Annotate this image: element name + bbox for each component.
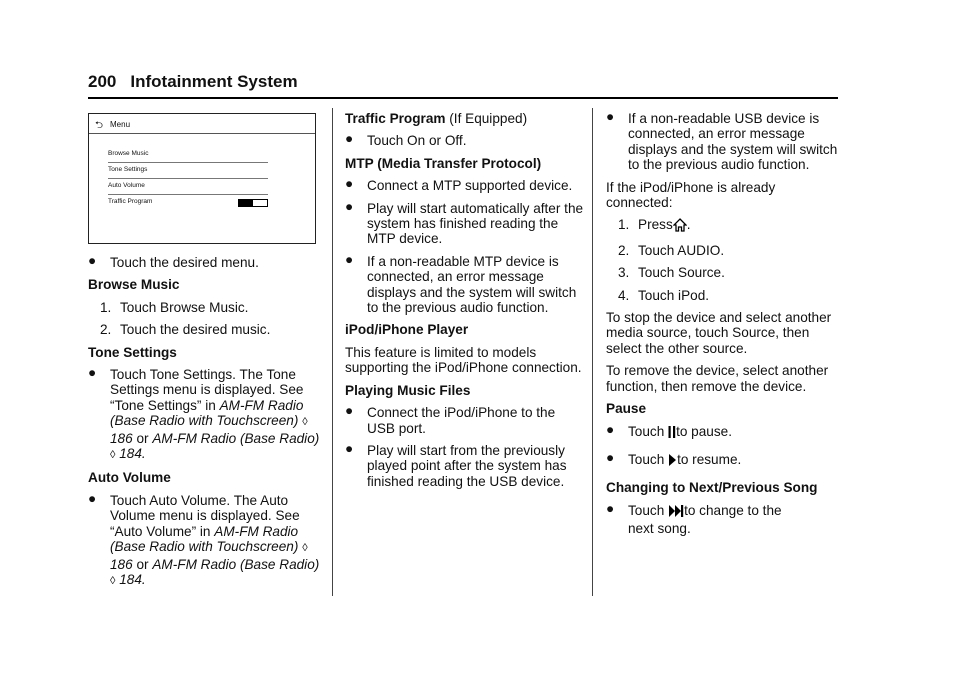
page-header bbox=[88, 72, 298, 92]
page-ref-icon: ◊ bbox=[110, 449, 116, 462]
step-item: 2. Touch AUDIO. bbox=[618, 242, 725, 258]
paragraph: If the iPod/iPhone is already connected: bbox=[606, 179, 776, 211]
bullet-item: ● Touch to resume. bbox=[606, 452, 842, 470]
screen-menu-item-traffic bbox=[108, 196, 268, 211]
column-divider bbox=[592, 108, 593, 596]
column-2 bbox=[345, 111, 585, 496]
paragraph: To stop the device and select another media source, touch Source, then select the other source. bbox=[606, 310, 832, 356]
page-number: 200 bbox=[88, 72, 117, 91]
home-icon bbox=[673, 218, 687, 235]
pause-icon bbox=[668, 425, 676, 442]
screen-menu-title: Menu bbox=[110, 120, 131, 129]
screen-topbar bbox=[89, 114, 315, 134]
heading-change-song: Changing to Next/Previous Song bbox=[606, 480, 818, 496]
heading-mtp: MTP (Media Transfer Protocol) bbox=[345, 155, 542, 171]
paragraph: To remove the device, select another function, then remove the device. bbox=[606, 363, 829, 394]
heading-playing-music: Playing Music Files bbox=[345, 382, 471, 398]
bullet-item: ● Touch to change to the next song. bbox=[606, 500, 782, 537]
page-ref-icon: ◊ bbox=[302, 416, 308, 429]
step-item: 4. Touch iPod. bbox=[618, 287, 710, 303]
back-arrow-icon: ⮌ bbox=[95, 120, 104, 131]
paragraph: This feature is limited to models supporting the iPod/iPhone connection. bbox=[345, 344, 582, 376]
page-ref-icon: ◊ bbox=[110, 574, 116, 587]
bullet-item: ● Touch the desired menu. bbox=[88, 253, 259, 270]
toggle-switch-icon bbox=[238, 199, 268, 207]
menu-screen-illustration bbox=[88, 113, 316, 244]
bullet-item: ● If a non-readable MTP device is connected, an error message displays and the system will switch to the previous audio function. bbox=[345, 251, 577, 316]
bullet-item: ● Touch to pause. bbox=[606, 424, 842, 442]
page-title: Infotainment System bbox=[130, 72, 298, 91]
heading-auto-volume: Auto Volume bbox=[88, 470, 171, 486]
bullet-item: ● Play will start from the previously played point after the system has finished reading the USB device. bbox=[345, 440, 567, 489]
bullet-item: ● Connect a MTP supported device. bbox=[345, 176, 573, 194]
step-item: 1. Touch Browse Music. bbox=[100, 299, 249, 315]
screen-menu-item-label: Traffic Program bbox=[108, 198, 153, 205]
bullet-item: ● Touch Tone Settings. The Tone Settings menu is displayed. See “Tone Settings” in AM-FM Radio (Base Radio with Touchscreen) ◊ 186 or AM-FM Radio (Base Radio) ◊ 184. bbox=[88, 365, 320, 462]
column-divider bbox=[332, 108, 333, 596]
screen-menu-item: Browse Music bbox=[108, 148, 268, 163]
step-item: 1. Press . bbox=[606, 217, 842, 235]
screen-menu-item: Auto Volume bbox=[108, 180, 268, 195]
heading-browse-music: Browse Music bbox=[88, 277, 180, 293]
step-item: 3. Touch Source. bbox=[618, 265, 725, 281]
step-item: 2. Touch the desired music. bbox=[100, 322, 271, 338]
page-ref-icon: ◊ bbox=[302, 542, 308, 555]
column-3 bbox=[606, 111, 842, 544]
screen-menu-item: Tone Settings bbox=[108, 164, 268, 179]
bullet-item: ● If a non-readable USB device is connected, an error message displays and the system will switch to the previous audio function. bbox=[606, 109, 838, 173]
bullet-item: ● Connect the iPod/iPhone to the USB port. bbox=[345, 403, 556, 436]
bullet-item: ● Play will start automatically after the system has finished reading the MTP device. bbox=[345, 198, 584, 247]
heading-ipod-player: iPod/iPhone Player bbox=[345, 322, 469, 338]
heading-pause: Pause bbox=[606, 401, 647, 417]
bullet-item: ● Touch On or Off. bbox=[345, 131, 467, 149]
next-track-icon bbox=[668, 504, 684, 521]
column-1 bbox=[88, 255, 326, 596]
header-rule bbox=[88, 97, 838, 99]
heading-traffic-program: Traffic Program (If Equipped) bbox=[345, 111, 528, 126]
heading-tone-settings: Tone Settings bbox=[88, 344, 177, 360]
play-icon bbox=[668, 453, 677, 470]
bullet-item: ● Touch Auto Volume. The Auto Volume menu is displayed. See “Auto Volume” in AM-FM Radio (Base Radio with Touchscreen) ◊ 186 or AM-FM Radio (Base Radio) ◊ 184. bbox=[88, 490, 320, 587]
